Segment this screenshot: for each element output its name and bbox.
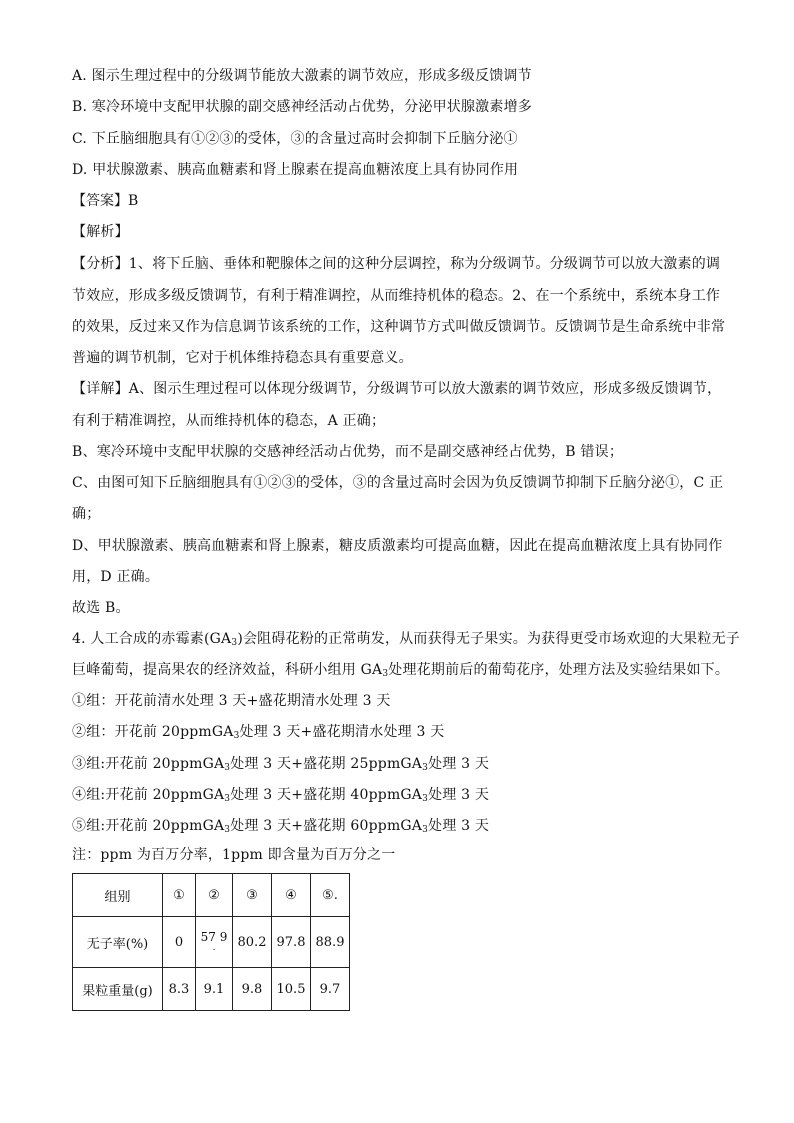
group-text: ④组:开花前 20ppmGA [72, 787, 225, 803]
table-cell: 9.8 [233, 968, 272, 1011]
group-text: ①组：开花前清水处理 3 天+盛花期清水处理 3 天 [72, 693, 391, 709]
subscript: 3 [422, 825, 429, 835]
wrapped-value: 57 9 . [200, 930, 228, 953]
xiangjie-line-4: C、由图可知下丘脑细胞具有①②③的受体，③的含量过高时会因为负反馈调节抑制下丘脑分泌①，C 正 [72, 475, 724, 491]
header-cell: ② [196, 874, 233, 917]
table-cell: 97.8 [272, 917, 311, 968]
header-cell: 组别 [73, 874, 163, 917]
group-4 [72, 785, 722, 805]
option-d: D. 甲状腺激素、胰高血糖素和肾上腺素在提高血糖浓度上具有协同作用 [72, 162, 519, 178]
xiangjie-line-2: 有利于精准调控，从而维持机体的稳态，A 正确； [72, 413, 386, 429]
table-cell: 0 [163, 917, 196, 968]
subscript: 3 [224, 794, 231, 804]
table-row [73, 968, 350, 1011]
table-cell: 9.7 [311, 968, 350, 1011]
group-text: 处理 3 天 [428, 756, 490, 772]
group-text: 处理 3 天+盛花期 25ppmGA [230, 756, 423, 772]
xiangjie-line-1: 【详解】A、图示生理过程可以体现分级调节，分级调节可以放大激素的调节效应，形成多级反馈调节， [72, 381, 722, 397]
subscript: 3 [231, 638, 238, 648]
group-3 [72, 754, 722, 774]
subscript: 3 [224, 825, 231, 835]
header-cell: ① [163, 874, 196, 917]
header-cell: ③ [233, 874, 272, 917]
row-label: 无子率(%) [73, 917, 163, 968]
question4-stem-line-2 [72, 660, 730, 680]
table-cell [196, 917, 233, 968]
table-cell: 10.5 [272, 968, 311, 1011]
row-label: 果粒重量(g) [73, 968, 163, 1011]
stem-text: )会阻碍花粉的正常萌发，从而获得无子果实。为获得更受市场欢迎的大果粒无子 [237, 631, 740, 647]
analysis-tag: 【解析】 [72, 224, 129, 240]
header-cell: ④ [272, 874, 311, 917]
stem-text: 4. 人工合成的赤霉素(GA [72, 631, 232, 647]
subscript: 3 [422, 794, 429, 804]
option-b: B. 寒冷环境中支配甲状腺的副交感神经活动占优势，分泌甲状腺激素增多 [72, 99, 532, 115]
results-table [72, 873, 350, 1011]
group-text: 处理 3 天+盛花期 60ppmGA [230, 818, 423, 834]
xiangjie-line-3: B、寒冷环境中支配甲状腺的交感神经活动占优势，而不是副交感神经占优势，B 错误； [72, 444, 624, 460]
table-note: 注：ppm 为百万分率，1ppm 即含量为百万分之一 [72, 847, 396, 863]
option-a: A. 图示生理过程中的分级调节能放大激素的调节效应，形成多级反馈调节 [72, 68, 532, 84]
fenxi-line-1: 【分析】1、将下丘脑、垂体和靶腺体之间的这种分层调控，称为分级调节。分级调节可以放大激素的调 [72, 256, 721, 272]
subscript: 3 [422, 763, 429, 773]
group-text: 处理 3 天 [428, 787, 490, 803]
table-cell: 9.1 [196, 968, 233, 1011]
table-cell: 80.2 [233, 917, 272, 968]
group-text: ③组:开花前 20ppmGA [72, 756, 225, 772]
group-text: ②组：开花前 20ppmGA [72, 724, 234, 740]
table-cell: 8.3 [163, 968, 196, 1011]
xiangjie-line-6: D、甲状腺激素、胰高血糖素和肾上腺素，糖皮质激素均可提高血糖，因此在提高血糖浓度上具有协同作 [72, 538, 723, 554]
xiangjie-line-5: 确； [72, 506, 101, 522]
table-header-row [73, 874, 350, 917]
group-text: 处理 3 天+盛花期清水处理 3 天 [239, 724, 445, 740]
table-row [73, 917, 350, 968]
header-cell: ⑤. [311, 874, 350, 917]
stem-text: 巨峰葡萄，提高果农的经济效益，科研小组用 GA [72, 662, 383, 678]
xiangjie-line-8: 故选 B。 [72, 600, 130, 616]
fenxi-line-2: 节效应，形成多级反馈调节，有利于精准调控，从而维持机体的稳态。2、在一个系统中，系统本身工作 [72, 288, 721, 304]
group-5 [72, 816, 722, 836]
option-c: C. 下丘脑细胞具有①②③的受体，③的含量过高时会抑制下丘脑分泌① [72, 131, 518, 147]
fenxi-line-4: 普遍的调节机制，它对于机体维持稳态具有重要意义。 [72, 350, 413, 366]
xiangjie-line-7: 用，D 正确。 [72, 569, 160, 585]
answer-tag: 【答案】 [72, 193, 128, 209]
subscript: 3 [224, 763, 231, 773]
question4-stem-line-1 [72, 629, 740, 649]
group-1 [72, 691, 722, 711]
answer-value: B [128, 193, 139, 209]
group-text: 处理 3 天+盛花期 40ppmGA [230, 787, 423, 803]
group-text: ⑤组:开花前 20ppmGA [72, 818, 225, 834]
group-text: 处理 3 天 [428, 818, 490, 834]
table-cell: 88.9 [311, 917, 350, 968]
group-2 [72, 722, 722, 742]
subscript: 3 [382, 669, 389, 679]
fenxi-line-3: 的效果，反过来又作为信息调节该系统的工作，这种调节方式叫做反馈调节。反馈调节是生命系统中非常 [72, 319, 726, 335]
stem-text: 处理花期前后的葡萄花序，处理方法及实验结果如下。 [388, 662, 730, 678]
subscript: 3 [233, 731, 240, 741]
answer-line [72, 191, 722, 211]
